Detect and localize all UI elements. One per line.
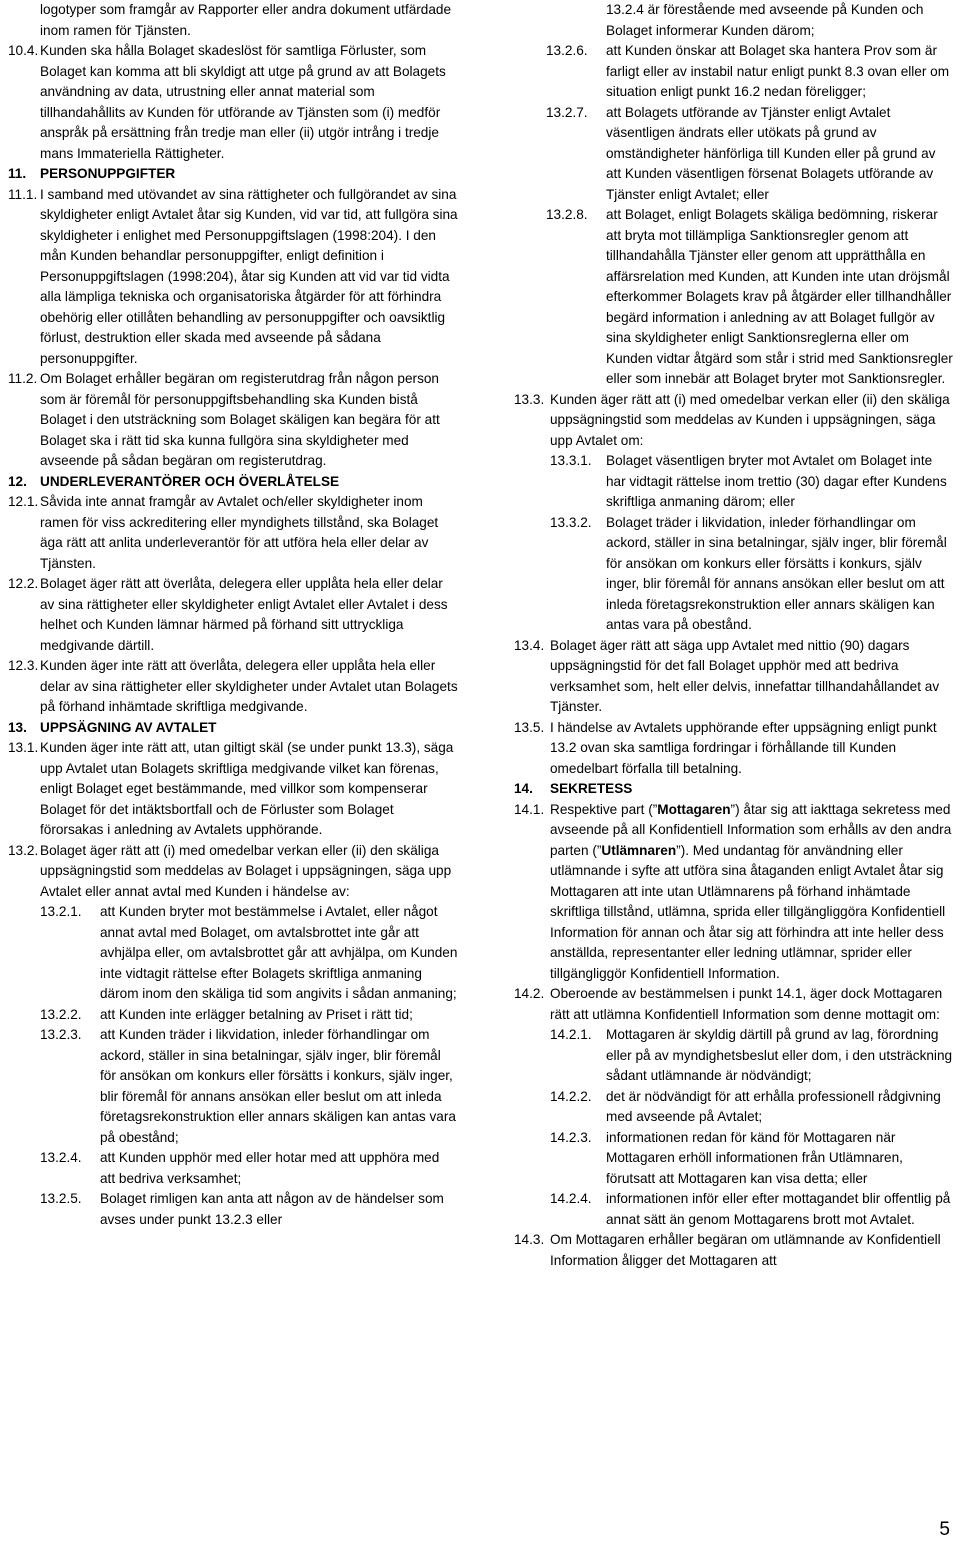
clause-text: Om Mottagaren erhåller begäran om utlämnande av Konfidentiell Information åligger det Mottagaren att [550, 1232, 941, 1268]
clause-13-3 [514, 390, 954, 452]
continued-clause-13-2-5: 13.2.4 är förestående med avseende på Kunden och Bolaget informerar Kunden därom; [606, 2, 924, 38]
clause-10-4 [8, 41, 458, 164]
clause-number: 14.2. [514, 986, 545, 1001]
section-heading-12 [8, 472, 458, 493]
clause-number: 13.2.2. [40, 1006, 82, 1022]
clause-13-3-2 [550, 513, 954, 636]
clause-text [550, 800, 954, 985]
continued-paragraph-10-3: logotyper som framgår av Rapporter eller andra dokument utfärdade inom ramen för Tjänsten. [40, 2, 452, 38]
clause-number: 14.2.1. [550, 1027, 592, 1042]
section-title: UPPSÄGNING AV AVTALET [40, 719, 217, 735]
clause-text: att Bolagets utförande av Tjänster enligt Avtalet väsentligen ändrats eller utökats på grund av omständigheter hänförliga till Kunden eller på grund av att Kunden väsentligen försenat Bolagets utförande av Tjänster enligt Avtalet; eller [606, 104, 936, 202]
clause-number: 13.2.8. [546, 207, 588, 222]
clause-text: I händelse av Avtalets upphörande efter uppsägning enligt punkt 13.2 ovan ska samtliga fordringar i förhållande till Kunden omedelbart förfalla till betalning. [550, 719, 937, 776]
clause-13-5 [514, 718, 954, 780]
clause-13-2-2 [40, 1005, 458, 1026]
clause-12-1 [8, 492, 458, 574]
section-number: 14. [514, 781, 533, 796]
section-title: PERSONUPPGIFTER [40, 166, 176, 181]
clause-number: 13.2.4. [40, 1150, 82, 1165]
clause-text: att Kunden träder i likvidation, inleder förhandlingar om ackord, ställer in sina betalningar, själv inger, blir föremål för ansökan om konkurs eller försätts i konkurs, själv inger, blir föremål för annans ansökan eller beslut om att inleda företagsrekonstruktion eller annars skäligen kan antas vara på obestånd; [100, 1027, 456, 1145]
section-title: UNDERLEVERANTÖRER OCH ÖVERLÅTELSE [40, 473, 340, 489]
section-number: 12. [8, 473, 27, 489]
clause-text: Kunden ska hålla Bolaget skadeslöst för samtliga Förluster, som Bolaget kan komma att bli skyldigt att utge på grund av att Bolagets användning av data, utrustning eller annat material som tillhandahållits av Kunden för utförande av Tjänsten som (i) medför anspråk på ersättning från tredje man eller (ii) utgör intrång i tredje mans Immateriella Rättigheter. [40, 43, 446, 161]
clause-text: att Bolaget, enligt Bolagets skäliga bedömning, riskerar att bryta mot tillämpliga Sanktionsregler genom att tillhandahålla Tjänster eller genom att upprätthålla en affärsrelation med Kunden, att Kunden inte utan dröjsmål efterkommer Bolagets krav på åtgärder eller tillhandhåller begärd information i anledning av att Bolaget fullgör av sina skyldigheter enligt Sanktionsreglerna eller om Kunden vidtar åtgärd som står i strid med Sanktionsregler eller som innebär att Bolaget bryter mot Sanktionsregler. [606, 207, 953, 386]
clause-text: Såvida inte annat framgår av Avtalet och/eller skyldigheter inom ramen för viss ackreditering eller myndighets tillstånd, ska Bolaget äga rätt att anlita underleverantör för att utföra hela eller delar av Tjänsten. [40, 494, 439, 571]
clause-number: 13.2.5. [40, 1191, 82, 1206]
clause-number: 14.2.2. [550, 1088, 592, 1104]
clause-number: 14.2.3. [550, 1129, 592, 1145]
clause-text: Bolaget träder i likvidation, inleder förhandlingar om ackord, ställer in sina betalningar, själv inger, blir föremål för ansökan om konkurs eller försätts i konkurs, själv inger, blir föremål för annans ansökan eller beslut om att inleda företagsrekonstruktion eller annars skäligen kan antas vara på obestånd. [606, 514, 947, 632]
clause-14-1 [514, 800, 954, 985]
left-column [8, 0, 458, 1230]
clause-11-2 [8, 369, 458, 472]
defined-term-utlamnaren: Utlämnaren [601, 842, 677, 858]
clause-13-2-5 [40, 1189, 458, 1230]
clause-13-1 [8, 738, 458, 841]
clause-13-2-7 [546, 103, 954, 206]
section-number: 13. [8, 719, 27, 735]
clause-13-4 [514, 636, 954, 718]
clause-number: 13.2.7. [546, 104, 588, 120]
clause-number: 14.1. [514, 801, 545, 817]
section-heading-13 [8, 718, 458, 739]
clause-number: 11.1. [8, 186, 38, 202]
clause-number: 13.2. [8, 842, 39, 858]
clause-number: 13.1. [8, 740, 39, 755]
clause-text: informationen redan för känd för Mottagaren när Mottagaren erhöll informationen från Utlämnaren, förutsatt att Mottagaren kan visa detta; eller [606, 1129, 903, 1186]
clause-number: 11.2. [8, 371, 38, 386]
clause-13-2-6 [546, 41, 954, 103]
clause-text: Mottagaren är skyldig därtill på grund av lag, förordning eller på av myndighetsbeslut eller dom, i den utsträckning sådant utlämnande är nödvändigt; [606, 1027, 953, 1083]
clause-text: Bolaget äger rätt att överlåta, delegera eller upplåta hela eller delar av sina rättigheter eller skyldigheter enligt Avtalet eller Avtalet i dess helhet och Kunden lämnar härmed på förhand sitt uttryckliga medgivande därtill. [40, 576, 448, 653]
clause-number: 12.2. [8, 576, 39, 591]
section-title: SEKRETESS [550, 781, 633, 796]
clause-14-3 [514, 1230, 954, 1271]
clause-14-2-1 [550, 1025, 954, 1087]
clause-number: 13.3. [514, 391, 545, 407]
clause-number: 14.3. [514, 1232, 545, 1247]
clause-text: att Kunden önskar att Bolaget ska hantera Prov som är farligt eller av instabil natur enligt punkt 8.3 ovan eller om situation enligt punkt 16.2 nedan föreligger; [606, 43, 950, 99]
clause-13-2-3 [40, 1025, 458, 1148]
clause-14-2-4 [550, 1189, 954, 1230]
right-column [514, 0, 954, 1271]
clause-text: I samband med utövandet av sina rättigheter och fullgörandet av sina skyldigheter enligt Avtalet åtar sig Kunden, vid var tid, att fullgöra sina skyldigheter i enlighet med Personuppgiftslagen (1998:204). I den mån Kunden behandlar personuppgifter, enligt definition i Personuppgiftslagen (1998:204), åtar sig Kunden att vid var tid vidta alla lämpliga tekniska och organisatoriska åtgärder för att förhindra obehörig eller otillåten behandling av personuppgifter och oavsiktlig förlust, destruktion eller skada med avseende på sådana personuppgifter. [40, 186, 458, 366]
clause-number: 12.1. [8, 494, 39, 509]
clause-text: Om Bolaget erhåller begäran om registerutdrag från någon person som är föremål för personuppgiftsbehandling ska Kunden bistå Bolaget i den utsträckning som Bolaget skäligen kan begära för att Bolaget ska i rätt tid ska kunna fullgöra sina skyldigheter med avseende på sådan begäran om registerutdrag. [40, 371, 440, 468]
clause-text: Kunden äger inte rätt att, utan giltigt skäl (se under punkt 13.3), säga upp Avtalet utan Bolagets skriftliga medgivande vilket kan förenas, enligt Bolaget eget bestämmande, med villkor som kompenserar Bolaget för det intäktsbortfall och de Förluster som Bolaget förorsakas i anledning av Avtalets upphörande. [40, 740, 454, 837]
clause-text: Kunden äger rätt att (i) med omedelbar verkan eller (ii) den skäliga uppsägningstid som meddelas av Kunden i uppsägningen, säga upp Avtalet om: [550, 391, 950, 448]
clause-number: 14.2.4. [550, 1191, 592, 1206]
clause-13-3-1 [550, 451, 954, 513]
clause-number: 13.2.1. [40, 904, 82, 919]
clause-number: 13.3.2. [550, 514, 592, 530]
clause-text: Bolaget äger rätt att säga upp Avtalet med nittio (90) dagars uppsägningstid för det fall Bolaget upphör med att bedriva verksamhet som, helt eller delvis, innefattar tillhandahållandet av Tjänster. [550, 637, 940, 714]
clause-12-3 [8, 656, 458, 718]
clause-14-2-2 [550, 1087, 954, 1128]
clause-number: 10.4. [8, 43, 39, 58]
clause-13-2-8 [546, 205, 954, 390]
clause-14-2-3 [550, 1128, 954, 1190]
clause-number: 13.2.3. [40, 1027, 82, 1042]
text-run: ”) åtar sig att iakttaga sekretess med avseende på all Konfidentiell Information som erhålls av den andra parten (” [550, 801, 952, 858]
clause-text: informationen inför eller efter mottagandet blir offentlig på annat sätt än genom Mottagarens brott mot Avtalet. [606, 1191, 951, 1227]
clause-number: 13.4. [514, 637, 545, 653]
page-number: 5 [939, 1519, 950, 1540]
clause-text: Bolaget rimligen kan anta att någon av de händelser som avses under punkt 13.2.3 eller [100, 1191, 444, 1227]
clause-text: att Kunden bryter mot bestämmelse i Avtalet, eller något annat avtal med Bolaget, om avtalsbrottet inte går att avhjälpa eller, om avtalsbrottet går att avhjälpa, om Kunden inte vidtagit rättelse efter Bolagets skriftliga anmaning därom inom den skäliga tid som angivits i sådan anmaning; [100, 904, 458, 1001]
clause-number: 13.2.6. [546, 43, 588, 58]
section-number: 11. [8, 166, 27, 181]
clause-11-1 [8, 185, 458, 370]
clause-number: 13.3.1. [550, 453, 592, 468]
clause-13-2 [8, 841, 458, 903]
clause-13-2-1 [40, 902, 458, 1005]
clause-14-2 [514, 984, 954, 1025]
clause-text: Bolaget äger rätt att (i) med omedelbar verkan eller (ii) den skäliga uppsägningstid som meddelas av Bolaget i uppsägningen, säga upp Avtalet eller annat avtal med Kunden i händelse av: [40, 842, 452, 899]
defined-term-mottagaren: Mottagaren [657, 801, 731, 817]
clause-number: 12.3. [8, 658, 39, 673]
clause-text: det är nödvändigt för att erhålla professionell rådgivning med avseende på Avtalet; [606, 1088, 941, 1124]
section-heading-14 [514, 779, 954, 800]
section-heading-11 [8, 164, 458, 185]
clause-text: Kunden äger inte rätt att överlåta, delegera eller upplåta hela eller delar av sina rättigheter eller skyldigheter under Avtalet utan Bolagets på förhand inhämtade skriftliga medgivande. [40, 658, 458, 714]
clause-text: att Kunden upphör med eller hotar med att upphöra med att bedriva verksamhet; [100, 1150, 440, 1186]
text-run: Respektive part (” [550, 801, 658, 817]
clause-text: att Kunden inte erlägger betalning av Priset i rätt tid; [100, 1006, 413, 1022]
clause-12-2 [8, 574, 458, 656]
clause-text: Oberoende av bestämmelsen i punkt 14.1, äger dock Mottagaren rätt att utlämna Konfidentiell Information som denne mottagit om: [550, 986, 943, 1022]
clause-number: 13.5. [514, 719, 545, 735]
text-run: ”). Med undantag för användning eller utlämnande i syfte att utföra sina åtaganden enligt Avtalet åtar sig Mottagaren att inte utan Utlämnarens på förhand inhämtade skriftliga tillstånd, utlämna, sprida eller tillgängliggöra Konfidentiell Information för annan och åtar sig att förhindra att inte heller dess anställda, representanter eller ledning utlämnar, sprider eller tillgängliggör Konfidentiell Information. [550, 842, 946, 981]
clause-text: Bolaget väsentligen bryter mot Avtalet om Bolaget inte har vidtagit rättelse inom trettio (30) dagar efter Kundens skriftliga anmaning därom; eller [606, 453, 947, 509]
clause-13-2-4 [40, 1148, 458, 1189]
